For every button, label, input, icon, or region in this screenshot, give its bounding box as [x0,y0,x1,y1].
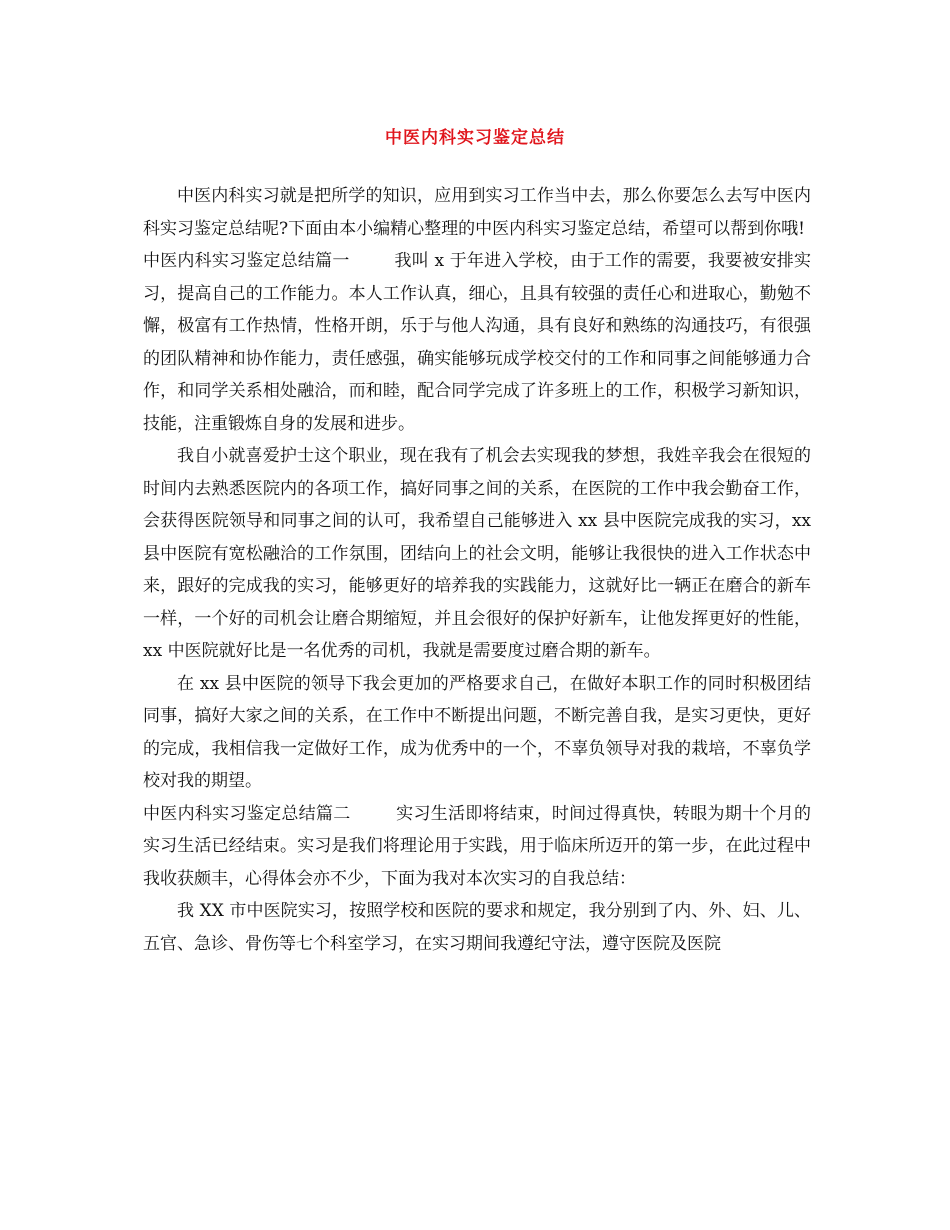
document-title: 中医内科实习鉴定总结 [385,128,565,148]
paragraph-section-one [143,245,811,440]
document-body [143,180,811,960]
section-one-text: 我叫 x 于年进入学校，由于工作的需要，我要被安排实习，提高自己的工作能力。本人工作认真，细心，且具有较强的责任心和进取心，勤勉不懈，极富有工作热情，性格开朗，乐于与他人沟通，具有良好和熟练的沟通技巧，有很强的团队精神和协作能力，责任感强，确实能够玩成学校交付的工作和同事之间能够通力合作，和同学关系相处融洽，而和睦，配合同学完成了许多班上的工作，积极学习新知识，技能，注重锻炼自身的发展和进步。 [143,251,811,434]
paragraph-dream: 我自小就喜爱护士这个职业，现在我有了机会去实现我的梦想，我姓辛我会在很短的时间内去熟悉医院内的各项工作，搞好同事之间的关系，在医院的工作中我会勤奋工作，会获得医院领导和同事之间的认可，我希望自己能够进入 xx 县中医院完成我的实习，xx 县中医院有宽松融洽的工作氛围，团结向上的社会文明，能够让我很快的进入工作状态中来，跟好的完成我的实习，能够更好的培养我的实践能力，这就好比一辆正在磨合的新车一样，一个好的司机会让磨合期缩短，并且会很好的保护好新车，让他发挥更好的性能，xx 中医院就好比是一名优秀的司机，我就是需要度过磨合期的新车。 [143,446,811,661]
paragraph-section-two [143,798,811,896]
section-heading-one: 中医内科实习鉴定总结篇一 [143,251,350,271]
paragraph-commitment: 在 xx 县中医院的领导下我会更加的严格要求自己，在做好本职工作的同时积极团结同事，搞好大家之间的关系，在工作中不断提出问题，不断完善自我，是实习更快，更好的完成，我相信我一定做好工作，成为优秀中的一个，不辜负领导对我的栽培，不辜负学校对我的期望。 [143,673,811,791]
section-heading-two: 中医内科实习鉴定总结篇二 [143,803,351,824]
paragraph-intro: 中医内科实习就是把所学的知识，应用到实习工作当中去，那么你要怎么去写中医内科实习鉴定总结呢?下面由本小编精心整理的中医内科实习鉴定总结，希望可以帮到你哦! [143,186,811,239]
section-two-text: 实习生活即将结束，时间过得真快，转眼为期十个月的实习生活已经结束。实习是我们将理论用于实践，用于临床所迈开的第一步，在此过程中我收获颇丰，心得体会亦不少，下面为我对本次实习的自我总结： [143,803,811,889]
paragraph-internship-departments: 我 XX 市中医院实习，按照学校和医院的要求和规定，我分别到了内、外、妇、儿、五官、急诊、骨伤等七个科室学习，在实习期间我遵纪守法，遵守医院及医院 [143,901,811,954]
